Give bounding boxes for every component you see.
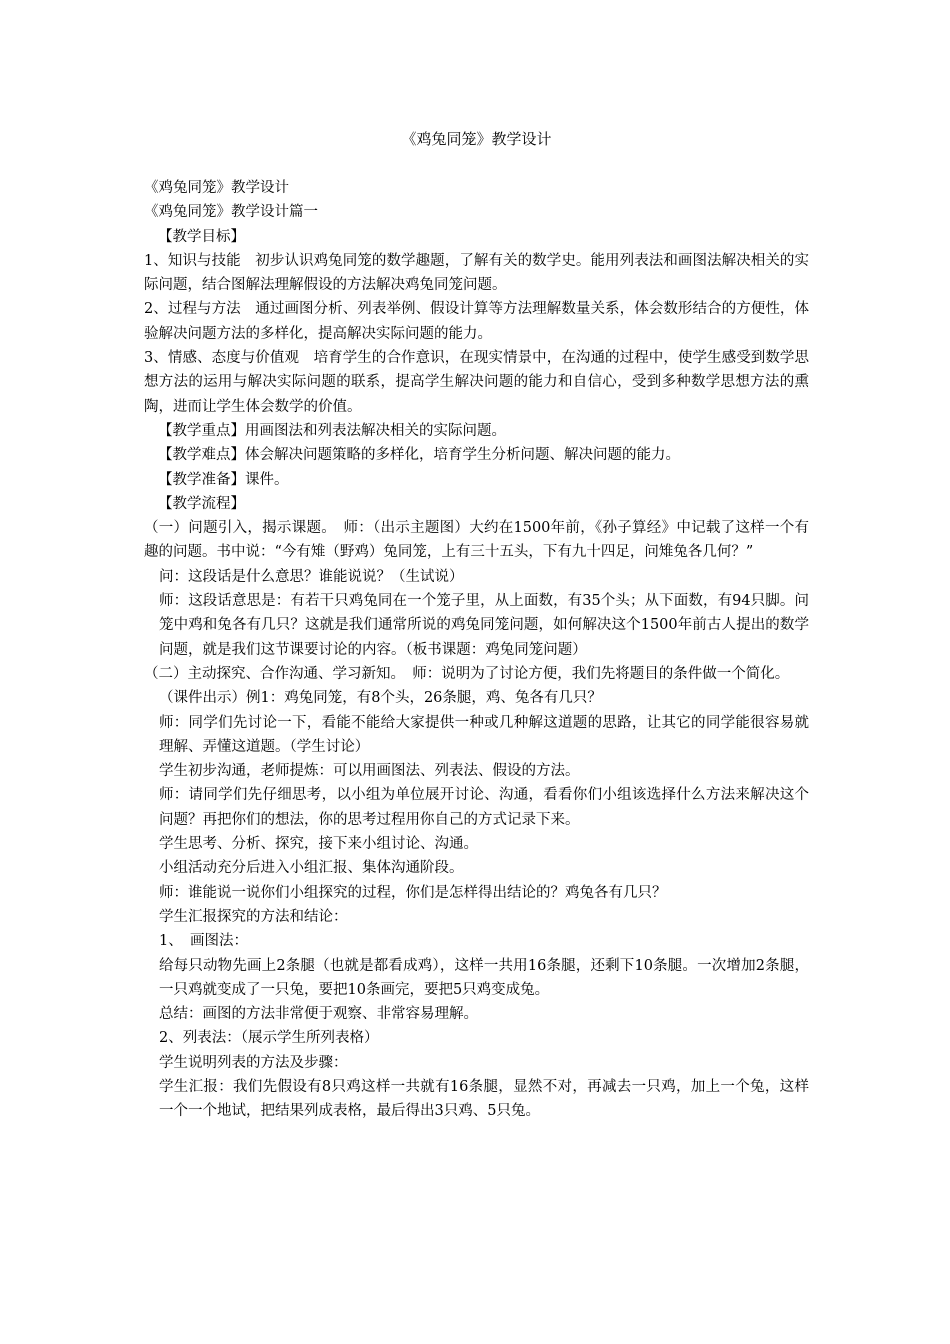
goal-process: 2、过程与方法 通过画图分析、列表举例、假设计算等方法理解数量关系，体会数形结合的方便性，体验解决问题方法的多样化，提高解决实际问题的能力。 — [144, 301, 809, 342]
paragraph-teacher-think: 师：请同学们先仔细思考，以小组为单位展开讨论、沟通，看看你们小组该选择什么方法来解决这个问题？再把你们的想法，你的思考过程用你自己的方式记录下来。 — [159, 787, 809, 828]
paragraph-student-report: 学生汇报探究的方法和结论： — [159, 908, 348, 925]
document-title: 《鸡兔同笼》教学设计 — [401, 130, 552, 148]
paragraph-drawing-detail: 给每只动物先画上2条腿（也就是都看成鸡），这样一共用16条腿，还剩下10条腿。一次增加2条腿，一只鸡就变成了一只兔，要把10条画完，要把5只鸡变成兔。 — [159, 957, 809, 998]
paragraph-example-1: （课件出示）例1：鸡兔同笼，有8个头，26条腿，鸡、兔各有几只？ — [159, 690, 602, 707]
paragraph-student-communicate: 学生初步沟通，老师提炼：可以用画图法、列表法、假设的方法。 — [159, 763, 580, 780]
paragraph-subheading: 《鸡兔同笼》教学设计篇一 — [144, 204, 318, 221]
section-preparation: 【教学准备】课件。 — [158, 471, 289, 488]
section-teaching-goals: 【教学目标】 — [158, 228, 245, 245]
paragraph-student-think: 学生思考、分析、探究，接下来小组讨论、沟通。 — [159, 836, 478, 853]
section-key-points: 【教学重点】用画图法和列表法解决相关的实际问题。 — [158, 422, 506, 439]
goal-knowledge: 1、知识与技能 初步认识鸡兔同笼的数学趣题，了解有关的数学史。能用列表法和画图法解决相关的实际问题，结合图解法理解假设的方法解决鸡兔同笼问题。 — [144, 252, 809, 294]
paragraph-drawing-method: 1、 画图法： — [159, 933, 248, 950]
goal-emotion: 3、情感、态度与价值观 培育学生的合作意识，在现实情景中，在沟通的过程中，使学生感受到数学思想方法的运用与解决实际问题的联系，提高学生解决问题的能力和自信心，受到多种数学思想方法的熏陶，进而让学生体会数学的价值。 — [144, 350, 809, 415]
paragraph-teacher-ask: 师：谁能说一说你们小组探究的过程，你们是怎样得出结论的？鸡兔各有几只？ — [159, 884, 667, 901]
paragraph-table-report: 学生汇报：我们先假设有8只鸡这样一共就有16条腿，显然不对，再减去一只鸡，加上一个兔，这样一个一个地试，把结果列成表格，最后得出3只鸡、5只兔。 — [159, 1078, 809, 1120]
paragraph-question: 问：这段话是什么意思？谁能说说？（生试说） — [159, 568, 464, 585]
step-intro: （一）问题引入，揭示课题。 师：（出示主题图）大约在1500年前，《孙子算经》中记载了这样一个有趣的问题。书中说：“今有雉（野鸡）兔同笼，上有三十五头，下有九十四足，问雉兔各几何？” — [144, 520, 809, 561]
paragraph-summary: 总结：画图的方法非常便于观察、非常容易理解。 — [159, 1006, 478, 1023]
section-difficulties: 【教学难点】体会解决问题策略的多样化，培育学生分析问题、解决问题的能力。 — [158, 447, 680, 464]
paragraph-teacher-explain: 师：这段话意思是：有若干只鸡兔同在一个笼子里，从上面数，有35个头；从下面数，有94只脚。问笼中鸡和兔各有几只？这就是我们通常所说的鸡兔同笼问题，如何解决这个1500年前古人提出的数学问题，就是我们这节课要讨论的内容。（板书课题：鸡兔同笼问题） — [159, 593, 809, 658]
paragraph-heading: 《鸡兔同笼》教学设计 — [144, 180, 289, 196]
paragraph-table-steps: 学生说明列表的方法及步骤： — [159, 1054, 348, 1071]
step-explore: （二）主动探究、合作沟通、学习新知。 师：说明为了讨论方便，我们先将题目的条件做一个简化。 — [144, 665, 790, 682]
paragraph-table-method: 2、列表法：（展示学生所列表格） — [159, 1030, 379, 1047]
document-body — [144, 176, 809, 1124]
paragraph-teacher-discuss: 师：同学们先讨论一下，看能不能给大家提供一种或几种解这道题的思路，让其它的同学能很容易就理解、弄懂这道题。（学生讨论） — [159, 714, 809, 755]
section-process: 【教学流程】 — [158, 495, 245, 512]
paragraph-group-report: 小组活动充分后进入小组汇报、集体沟通阶段。 — [159, 860, 464, 877]
